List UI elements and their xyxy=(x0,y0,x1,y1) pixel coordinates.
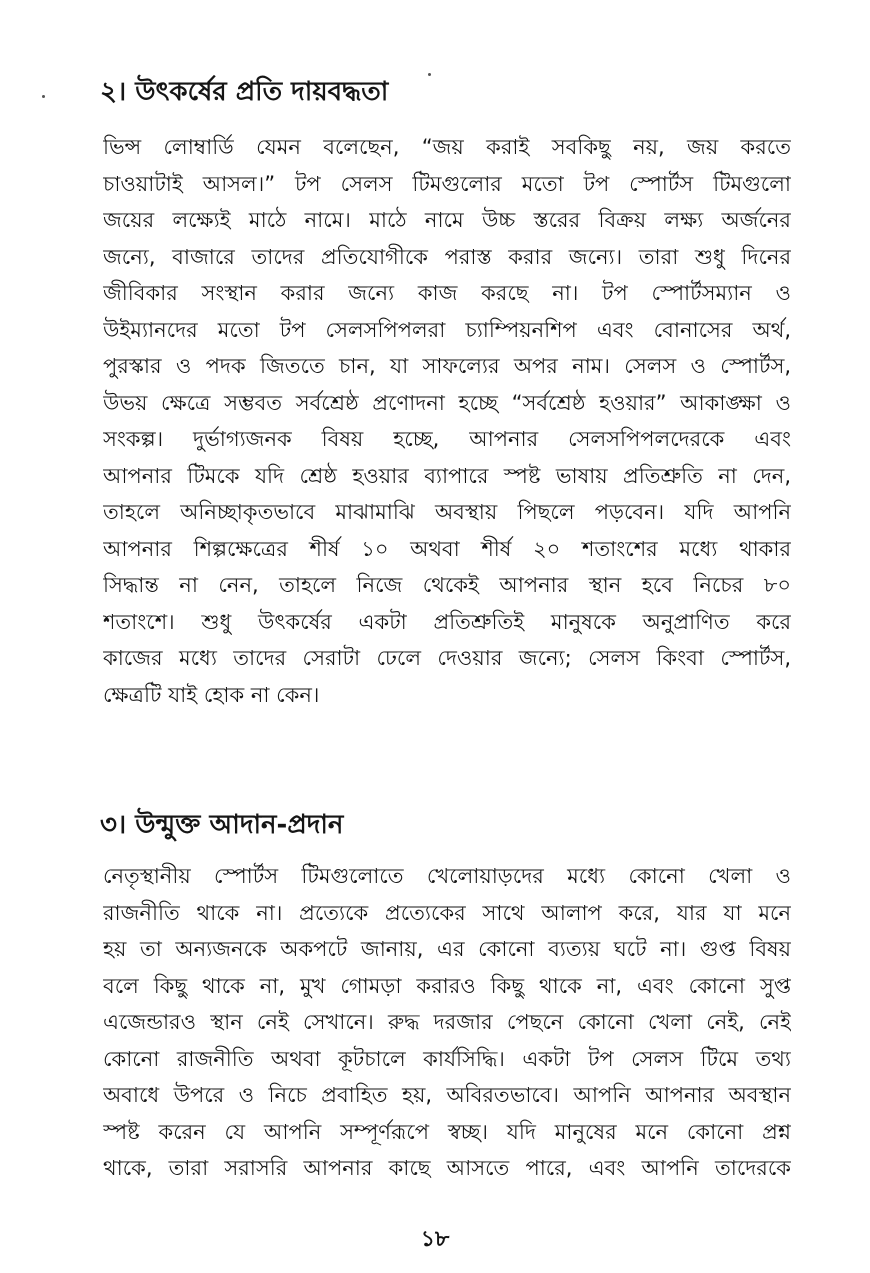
paragraph-line: কাজের মধ্যে তাদের সেরাটা ঢেলে দেওয়ার জন্যে; সেলস কিংবা স্পোর্টস, xyxy=(103,646,791,670)
paragraph-line: সংকল্প। দুর্ভাগ্যজনক বিষয় হচ্ছে, আপনার সেলসপিপলদেরকে এবং xyxy=(103,427,791,451)
paragraph-line: শতাংশে। শুধু উৎকর্ষের একটা প্রতিশ্রুতিই মানুষকে অনুপ্রাণিত করে xyxy=(103,609,791,634)
page-number: ১৮ xyxy=(420,1227,450,1252)
paragraph-line: জন্যে, বাজারে তাদের প্রতিযোগীকে পরাস্ত করার জন্যে। তারা শুধু দিনের xyxy=(103,244,791,269)
section-paragraph-open-communication xyxy=(103,858,791,1187)
paragraph-line: তাহলে অনিচ্ছাকৃতভাবে মাঝামাঝি অবস্থায় পিছলে পড়বেন। যদি আপনি xyxy=(103,500,791,524)
ink-speck xyxy=(42,95,45,98)
paragraph-line: কোনো রাজনীতি অথবা কূটচালে কার্যসিদ্ধি। একটা টপ সেলস টিমে তথ্য xyxy=(103,1046,791,1071)
paragraph-line: থাকে, তারা সরাসরি আপনার কাছে আসতে পারে, এবং আপনি তাদেরকে xyxy=(103,1156,791,1180)
section-heading-open-communication: ৩। উন্মুক্ত আদান-প্রদান xyxy=(100,810,344,840)
paragraph-line: জয়ের লক্ষ্যেই মাঠে নামে। মাঠে নামে উচ্চ স্তরের বিক্রয় লক্ষ্য অর্জনের xyxy=(103,208,791,232)
paragraph-line: আপনার শিল্পক্ষেত্রের শীর্ষ ১০ অথবা শীর্ষ ২০ শতাংশের মধ্যে থাকার xyxy=(103,536,791,561)
paragraph-line: স্পষ্ট করেন যে আপনি সম্পূর্ণরূপে স্বচ্ছ। যদি মানুষের মনে কোনো প্রশ্ন xyxy=(103,1119,791,1144)
section-heading-commitment-to-excellence: ২। উৎকর্ষের প্রতি দায়বদ্ধতা xyxy=(100,77,389,107)
paragraph-line: ভিন্স লোম্বার্ডি যেমন বলেছেন, “জয় করাই সবকিছু নয়, জয় করতে xyxy=(103,135,791,159)
paragraph-line: জীবিকার সংস্থান করার জন্যে কাজ করছে না। টপ স্পোর্টসম্যান ও xyxy=(103,281,791,305)
paragraph-line: নেতৃস্থানীয় স্পোর্টস টিমগুলোতে খেলোয়াড়দের মধ্যে কোনো খেলা ও xyxy=(103,864,791,888)
paragraph-line: এজেন্ডারও স্থান নেই সেখানে। রুদ্ধ দরজার পেছনে কোনো খেলা নেই, নেই xyxy=(103,1010,791,1034)
paragraph-line: পুরস্কার ও পদক জিততে চান, যা সাফল্যের অপর নাম। সেলস ও স্পোর্টস, xyxy=(103,354,791,378)
paragraph-line: হয় তা অন্যজনকে অকপটে জানায়, এর কোনো ব্যত্যয় ঘটে না। গুপ্ত বিষয় xyxy=(103,937,791,961)
paragraph-line: ক্ষেত্রটি যাই হোক না কেন। xyxy=(103,682,320,707)
paragraph-line: অবাধে উপরে ও নিচে প্রবাহিত হয়, অবিরতভাবে। আপনি আপনার অবস্থান xyxy=(103,1083,791,1107)
paragraph-line: রাজনীতি থাকে না। প্রত্যেকে প্রত্যেকের সাথে আলাপ করে, যার যা মনে xyxy=(103,900,791,925)
ink-speck xyxy=(428,73,431,76)
paragraph-line: বলে কিছু থাকে না, মুখ গোমড়া করারও কিছু থাকে না, এবং কোনো সুপ্ত xyxy=(103,973,791,998)
paragraph-line: উভয় ক্ষেত্রে সম্ভবত সর্বশ্রেষ্ঠ প্রণোদনা হচ্ছে “সর্বশ্রেষ্ঠ হওয়ার” আকাঙ্ক্ষা ও xyxy=(103,390,791,415)
paragraph-line: উইম্যানদের মতো টপ সেলসপিপলরা চ্যাম্পিয়নশিপ এবং বোনাসের অর্থ, xyxy=(103,317,791,342)
paragraph-line: আপনার টিমকে যদি শ্রেষ্ঠ হওয়ার ব্যাপারে স্পষ্ট ভাষায় প্রতিশ্রুতি না দেন, xyxy=(103,463,791,488)
paragraph-line: সিদ্ধান্ত না নেন, তাহলে নিজে থেকেই আপনার স্থান হবে নিচের ৮০ xyxy=(103,573,791,597)
section-paragraph-commitment-to-excellence xyxy=(103,129,791,713)
paragraph-line: চাওয়াটাই আসল।” টপ সেলস টিমগুলোর মতো টপ স্পোর্টস টিমগুলো xyxy=(103,171,791,196)
